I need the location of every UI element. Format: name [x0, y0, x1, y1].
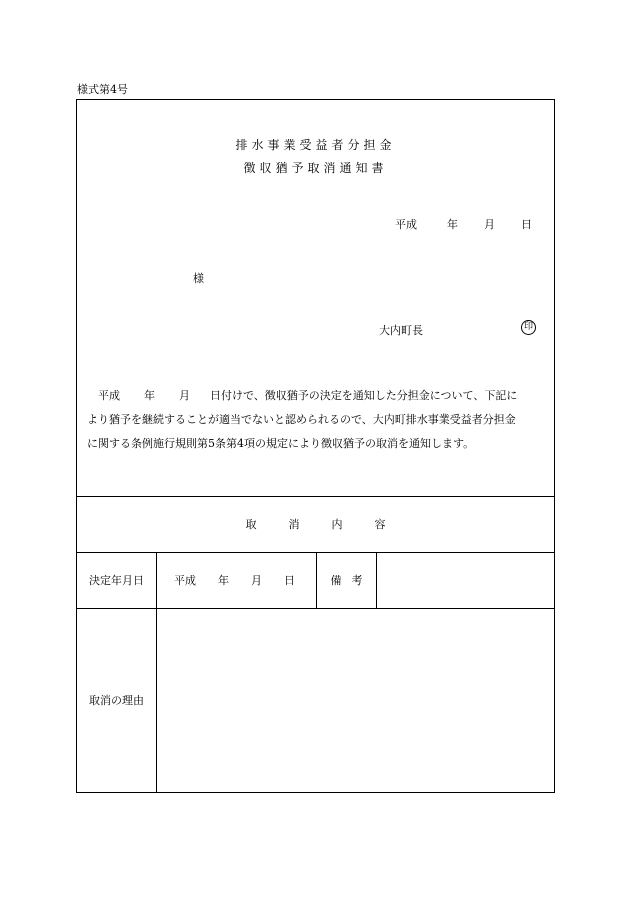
body-date-year: 年 — [144, 389, 155, 402]
issue-date-era: 平成 — [395, 218, 417, 231]
decision-row — [77, 553, 554, 609]
form-number: 様式第4号 — [77, 83, 128, 96]
reason-label: 取消の理由 — [77, 609, 157, 792]
body-date-month: 月 — [179, 389, 190, 402]
body-line-1-text: 日付けで、徴収猶予の決定を通知した分担金について、下記に — [210, 389, 518, 402]
remarks-label: 備考 — [317, 553, 377, 608]
notice-body — [87, 384, 545, 456]
body-line-2: より猶予を継続することが適当でないと認められるので、大内町排水事業受益者分担金 — [87, 413, 516, 426]
reason-row — [77, 609, 554, 792]
seal-mark: 印 — [521, 320, 536, 335]
addressee-suffix: 様 — [193, 272, 204, 285]
title-line-2: 徴収猶予取消通知書 — [243, 161, 388, 175]
issue-date-month: 月 — [484, 218, 495, 231]
decision-date-era: 平成 — [174, 574, 196, 587]
decision-date-label: 決定年月日 — [77, 553, 157, 608]
remarks-value — [377, 553, 554, 608]
body-line-3: に関する条例施行規則第5条第4項の規定により徴収猶予の取消を通知します。 — [87, 437, 475, 450]
body-date-era: 平成 — [98, 389, 120, 402]
decision-date-day: 日 — [284, 574, 295, 587]
notice-form — [76, 99, 555, 793]
issuer-name: 大内町長 — [379, 324, 423, 337]
body-line-1 — [87, 384, 545, 408]
section-header: 取消内容 — [77, 497, 554, 553]
decision-date-month: 月 — [251, 574, 262, 587]
issue-date-year: 年 — [447, 218, 458, 231]
issue-date — [395, 216, 532, 232]
decision-date-value — [157, 553, 317, 608]
decision-date-year: 年 — [218, 574, 229, 587]
issue-date-day: 日 — [521, 218, 532, 231]
title-line-1: 排水事業受益者分担金 — [235, 138, 396, 152]
notice-upper-section — [77, 100, 554, 497]
reason-value — [157, 609, 554, 792]
